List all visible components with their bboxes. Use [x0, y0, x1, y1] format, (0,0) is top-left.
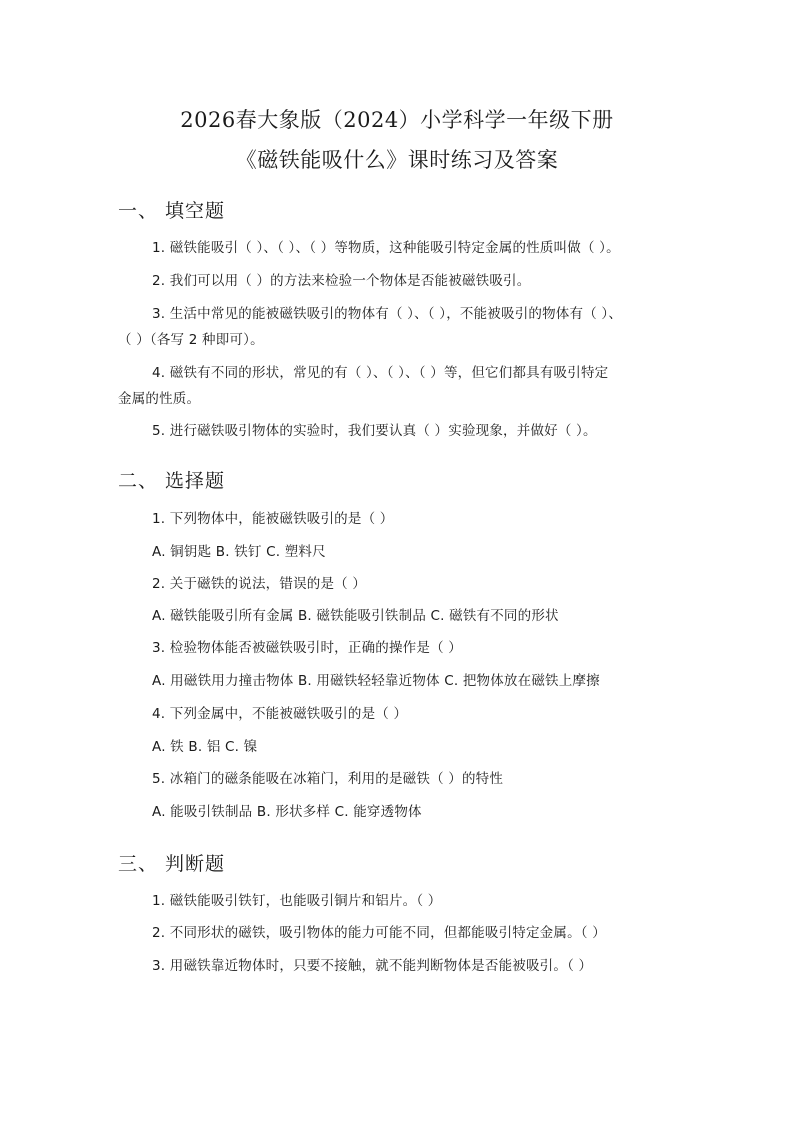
section-heading-true-false: 三、 判断题	[118, 853, 226, 875]
answer-options: A. 磁铁能吸引所有金属 B. 磁铁能吸引铁制品 C. 磁铁有不同的形状	[152, 608, 559, 624]
question-line: 2. 我们可以用（ ）的方法来检验一个物体是否能被磁铁吸引。	[152, 273, 531, 289]
question-line: 5. 冰箱门的磁条能吸在冰箱门，利用的是磁铁（ ）的特性	[152, 771, 504, 787]
answer-options: A. 能吸引铁制品 B. 形状多样 C. 能穿透物体	[152, 804, 422, 820]
question-line: 1. 磁铁能吸引铁钉，也能吸引铜片和铝片。（ ）	[152, 893, 442, 909]
section-heading-multiple-choice: 二、 选择题	[118, 470, 226, 492]
question-line: 3. 生活中常见的能被磁铁吸引的物体有（ ）、（ ），不能被吸引的物体有（ ）、	[152, 306, 623, 322]
question-line: 2. 关于磁铁的说法，错误的是（ ）	[152, 576, 367, 592]
question-line: 4. 下列金属中，不能被磁铁吸引的是（ ）	[152, 706, 408, 722]
question-line: 3. 检验物体能否被磁铁吸引时，正确的操作是（ ）	[152, 640, 462, 656]
question-line: 1. 磁铁能吸引（ ）、（ ）、（ ）等物质，这种能吸引特定金属的性质叫做（ ）。	[152, 240, 620, 256]
answer-options: A. 铜钥匙 B. 铁钉 C. 塑料尺	[152, 544, 326, 560]
question-line-continued: （ ）（各写 2 种即可）。	[118, 332, 264, 348]
answer-options: A. 铁 B. 铝 C. 镍	[152, 739, 258, 755]
question-line-continued: 金属的性质。	[118, 391, 201, 407]
question-line: 4. 磁铁有不同的形状，常见的有（ ）、（ ）、（ ）等，但它们都具有吸引特定	[152, 365, 609, 381]
question-line: 3. 用磁铁靠近物体时，只要不接触，就不能判断物体是否能被吸引。（ ）	[152, 958, 593, 974]
document-subtitle: 《磁铁能吸什么》课时练习及答案	[235, 148, 559, 172]
document-title: 2026春大象版（2024）小学科学一年级下册	[180, 108, 614, 132]
question-line: 1. 下列物体中，能被磁铁吸引的是（ ）	[152, 511, 394, 527]
answer-options: A. 用磁铁用力撞击物体 B. 用磁铁轻轻靠近物体 C. 把物体放在磁铁上摩擦	[152, 673, 600, 689]
section-heading-fill-in: 一、 填空题	[118, 200, 226, 222]
question-line: 2. 不同形状的磁铁，吸引物体的能力可能不同，但都能吸引特定金属。（ ）	[152, 925, 606, 941]
question-line: 5. 进行磁铁吸引物体的实验时，我们要认真（ ）实验现象，并做好（ ）。	[152, 423, 597, 439]
